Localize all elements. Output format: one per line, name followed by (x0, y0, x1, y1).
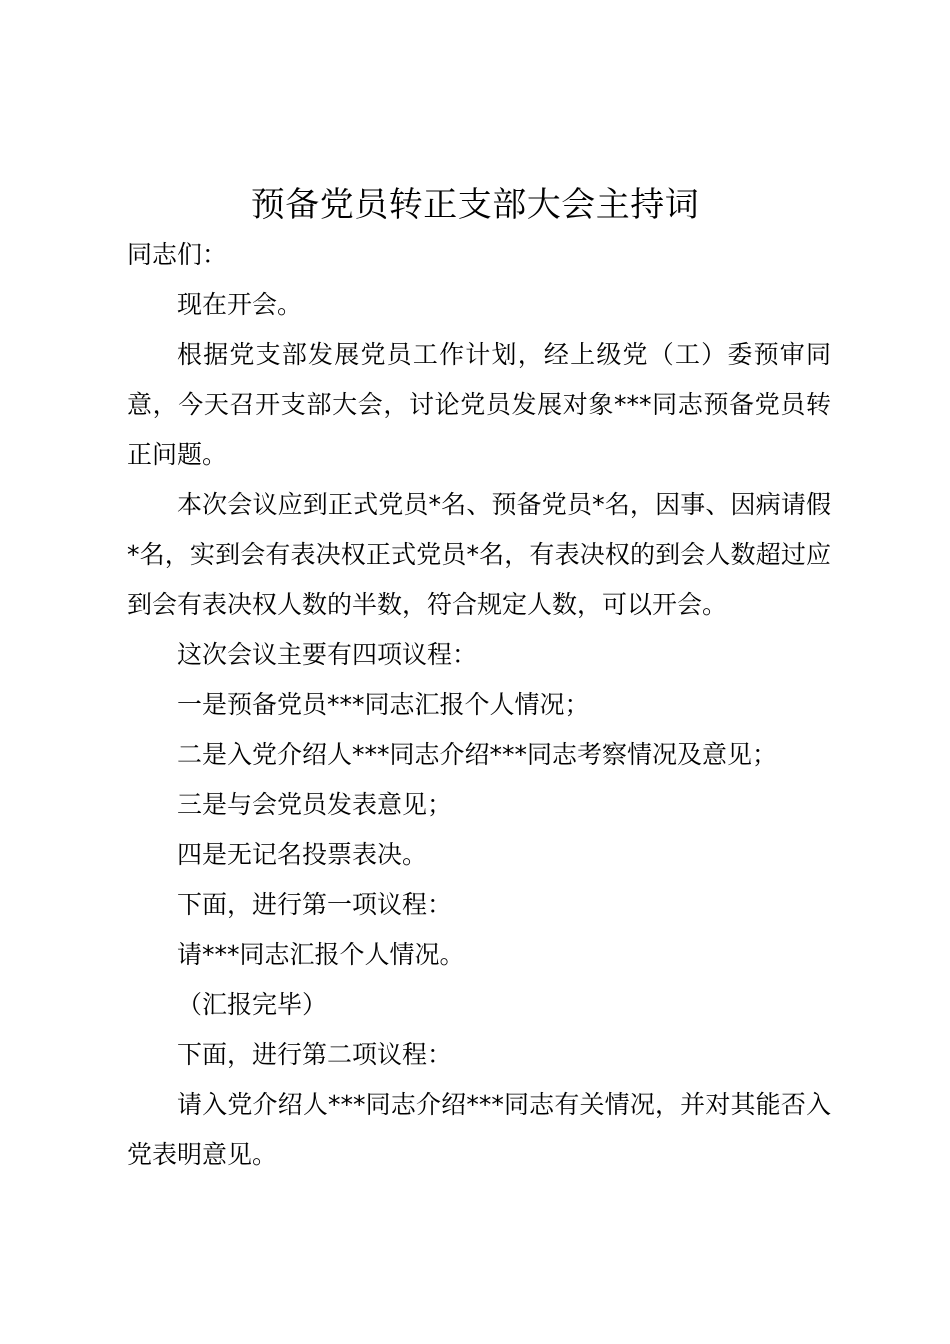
paragraph-meeting-purpose: 根据党支部发展党员工作计划，经上级党（工）委预审同意，今天召开支部大会，讨论党员发展对象***同志预备党员转正问题。 (127, 340, 831, 469)
paragraph-attendance: 本次会议应到正式党员*名、预备党员*名，因事、因病请假*名，实到会有表决权正式党员*名，有表决权的到会人数超过应到会有表决权人数的半数，符合规定人数，可以开会。 (127, 490, 831, 619)
greeting: 同志们： (127, 240, 228, 269)
paragraph-open-meeting: 现在开会。 (177, 290, 303, 319)
agenda-item-3: 三是与会党员发表意见； (177, 790, 453, 819)
paragraph-report-done: （汇报完毕） (177, 990, 328, 1019)
paragraph-second-agenda: 下面，进行第二项议程： (177, 1040, 453, 1069)
agenda-item-1: 一是预备党员***同志汇报个人情况； (177, 690, 590, 719)
document-body (127, 230, 831, 1180)
document-title: 预备党员转正支部大会主持词 (250, 185, 700, 225)
agenda-item-4: 四是无记名投票表决。 (177, 840, 428, 869)
agenda-item-2: 二是入党介绍人***同志介绍***同志考察情况及意见； (177, 740, 778, 769)
paragraph-report-request: 请***同志汇报个人情况。 (177, 940, 465, 969)
paragraph-agenda-intro: 这次会议主要有四项议程： (177, 640, 478, 669)
paragraph-first-agenda: 下面，进行第一项议程： (177, 890, 453, 919)
paragraph-introducer-request: 请入党介绍人***同志介绍***同志有关情况，并对其能否入党表明意见。 (127, 1090, 831, 1169)
